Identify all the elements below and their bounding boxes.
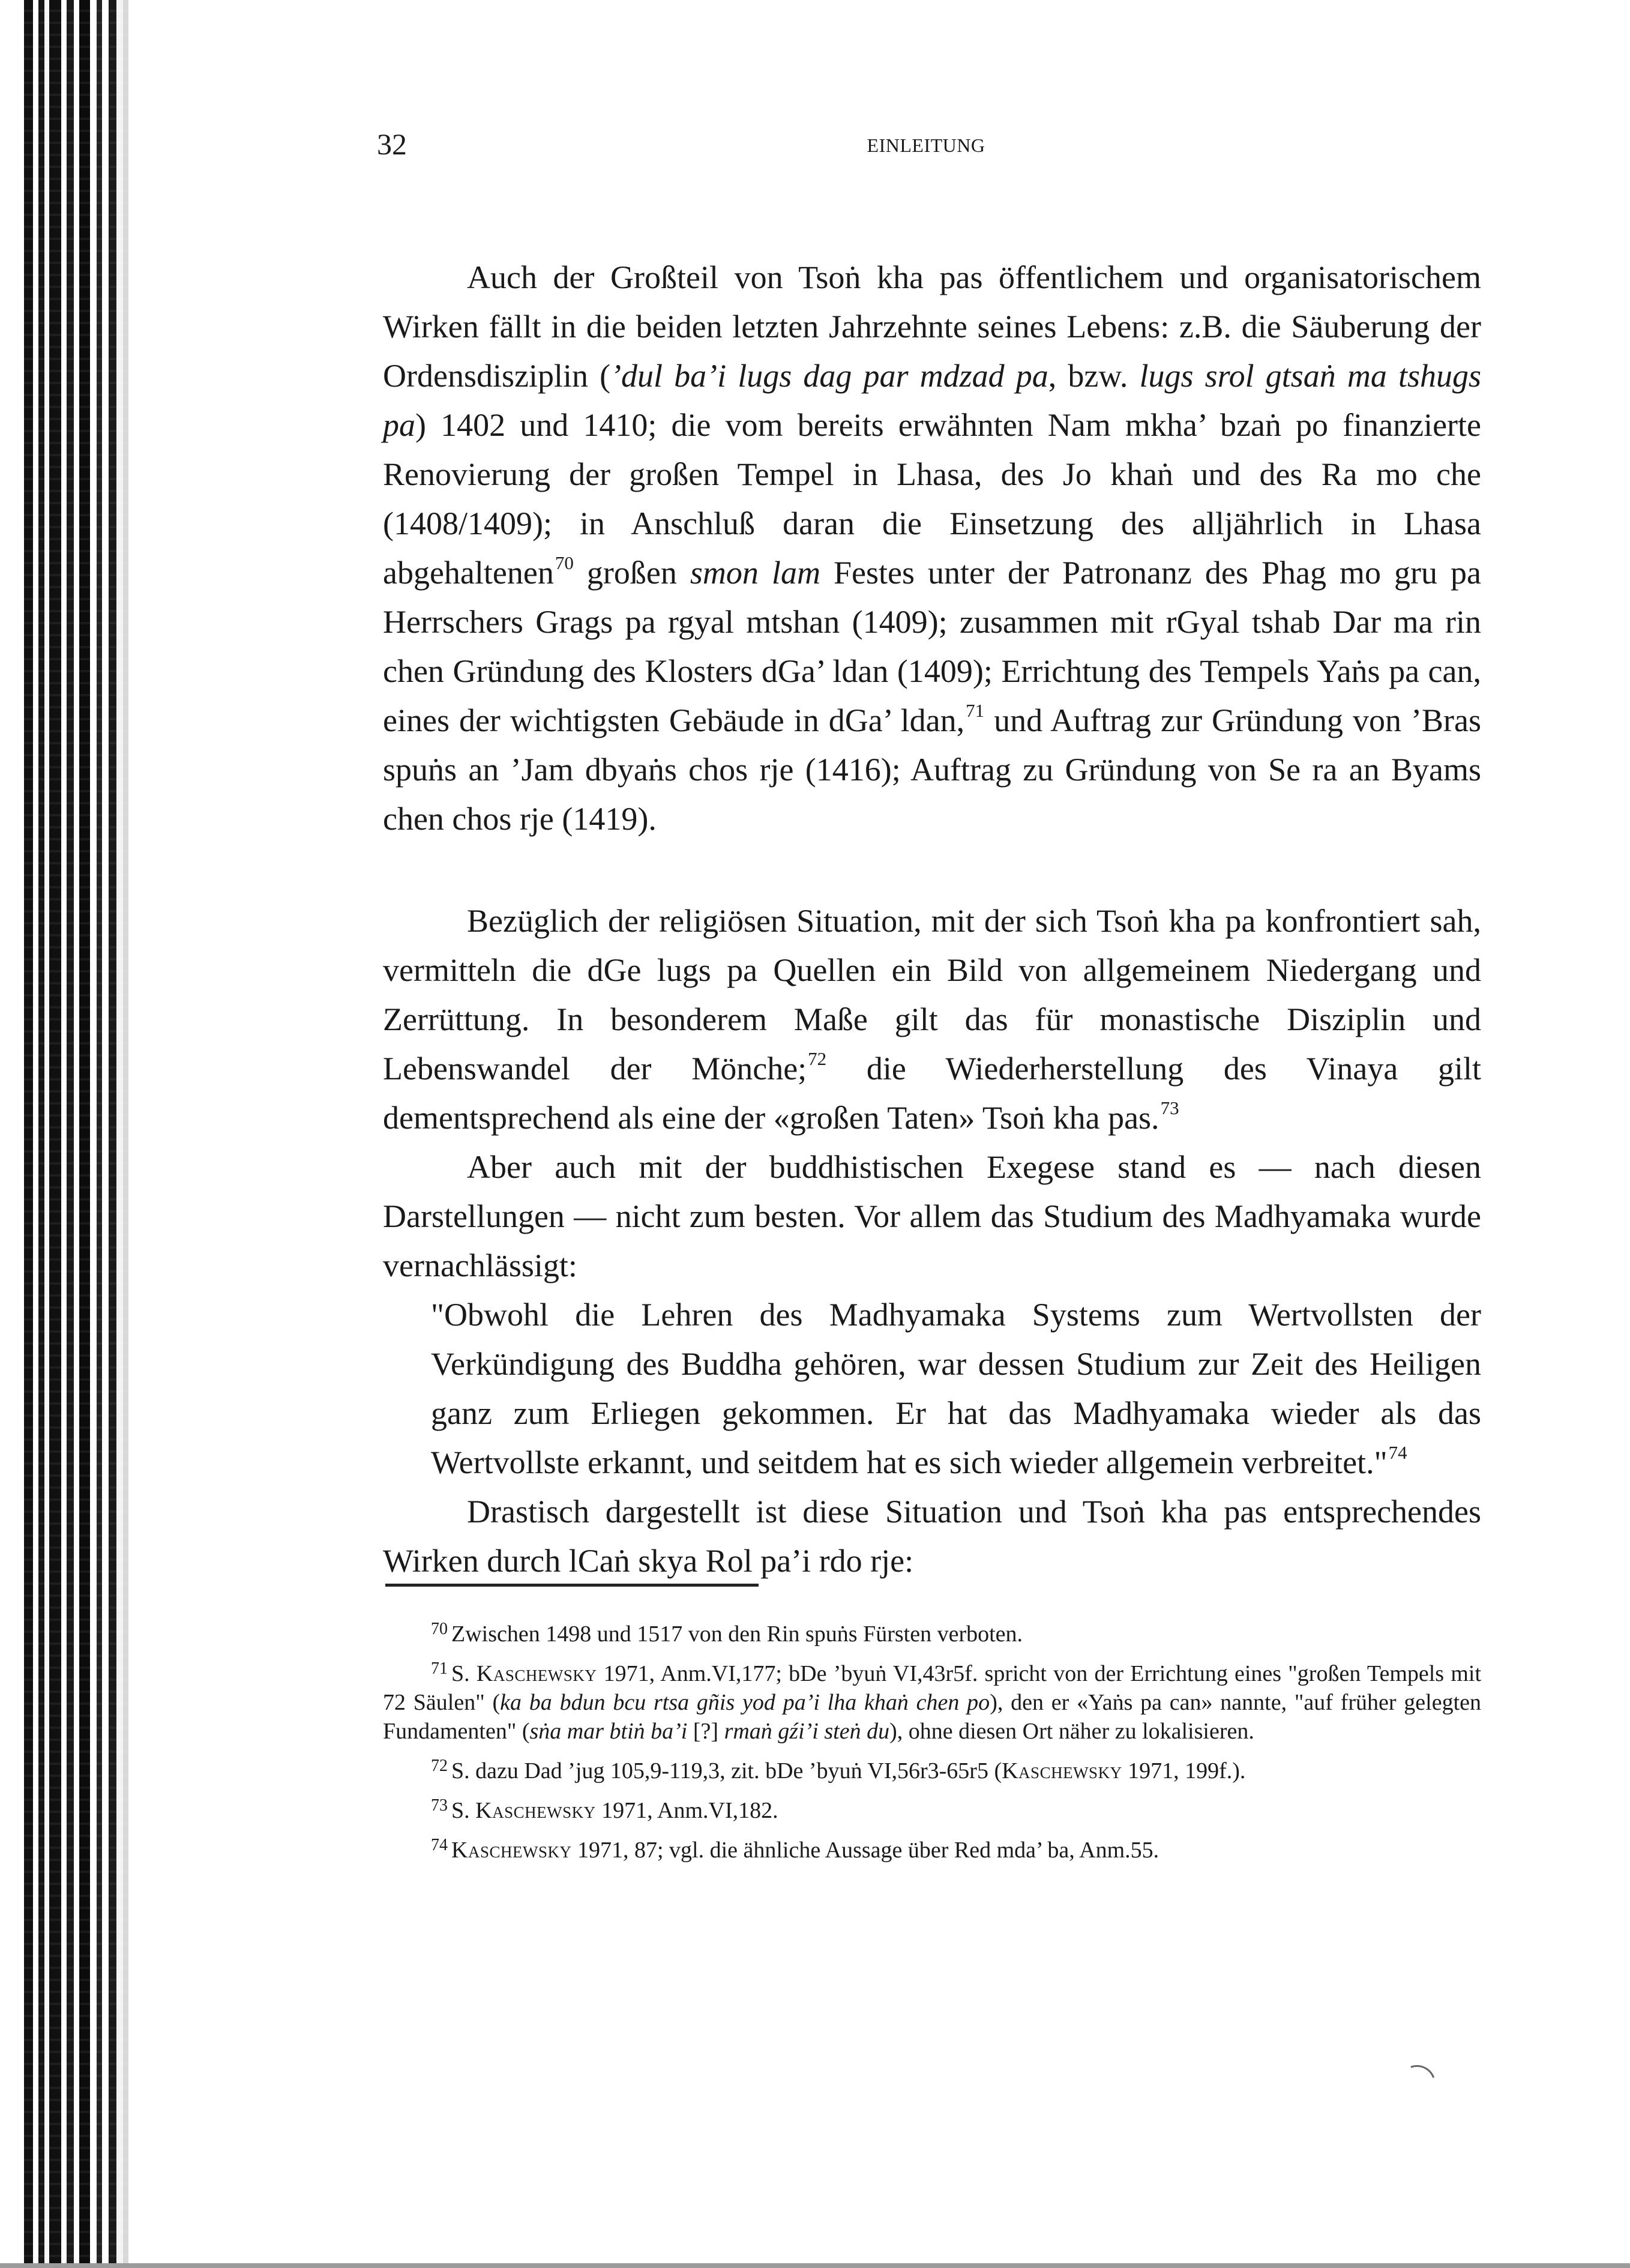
footnote-74: $^{74}$ Kaschewsky 1971, 87; vgl. die ähnliche Aussage über Red mda’ ba, Anm.55. [431,1836,1159,1863]
scan-bottom-edge [0,2263,1630,2268]
page-header [377,126,1475,162]
running-head: EINLEITUNG [867,134,985,156]
block-quote: "Obwohl die Lehren des Madhyamaka Systems zum Wertvollsten der Verkündigung des Buddha gehören, war dessen Studium zur Zeit des Heiligen ganz zum Erliegen gekommen. Er hat das Madhyamaka wieder als das Wertvollste erkannt, und seitdem hat es sich wieder allgemein verbreitet."$^{74}$ [431,1297,1481,1480]
book-spine-edge [0,0,135,2268]
footnote-71: $^{71}$ S. Kaschewsky 1971, Anm.VI,177; bDe ’byuṅ VI,43r5f. spricht von der Errichtung eines "großen Tempels mit 72 Säulen" (ka ba bdun bcu rtsa gñis yod pa’i lha khaṅ chen po), den er «Yaṅs pa can» nannte, "auf früher gelegten Fundamenten" (sṅa mar btiṅ ba’i [?] rmaṅ gźi’i steṅ du), ohne diesen Ort näher zu lokalisieren. [383,1659,1481,1744]
footnote-72: $^{72}$ S. dazu Dad ’jug 105,9-119,3, zit. bDe ’byuṅ VI,56r3-65r5 (Kaschewsky 1971, 199f.). [431,1757,1246,1784]
page-number: 32 [377,127,407,161]
paragraph-2: Bezüglich der religiösen Situation, mit der sich Tsoṅ kha pa konfrontiert sah, vermitteln die dGe lugs pa Quellen ein Bild von allgemeinem Niedergang und Zerrüttung. In besonderem Maße gilt das für monastische Disziplin und Lebenswandel der Mönche;$^{72}$ die Wiederherstellung des Vinaya gilt dementsprechend als eine der «großen Taten» Tsoṅ kha pas.$^{73}$ [383,903,1482,1136]
main-text [383,253,1481,1585]
paragraph-3: Aber auch mit der buddhistischen Exegese stand es — nach diesen Darstellungen — nicht zum besten. Vor allem das Studium des Madhyamaka wurde vernachlässigt: [383,1149,1481,1283]
paragraph-1: Auch der Großteil von Tsoṅ kha pas öffentlichem und organisatorischem Wirken fällt in die beiden letzten Jahrzehnte seines Lebens: z.B. die Säuberung der Ordensdisziplin (’dul ba’i lugs dag par mdzad pa, bzw. lugs srol gtsaṅ ma tshugs pa) 1402 und 1410; die vom bereits erwähnten Nam mkha’ bzaṅ po finanzierte Renovierung der großen Tempel in Lhasa, des Jo khaṅ und des Ra mo che (1408/1409); in Anschluß daran die Einsetzung des alljährlich in Lhasa abgehaltenen$^{70}$ großen smon lam Festes unter der Patronanz des Phag mo gru pa Herrschers Grags pa rgyal mtshan (1409); zusammen mit rGyal tshab Dar ma rin chen Gründung des Klosters dGa’ ldan (1409); Errichtung des Tempels Yaṅs pa can, eines der wichtigsten Gebäude in dGa’ ldan,$^{71}$ und Auftrag zur Gründung von ’Bras spuṅs an ’Jam dbyaṅs chos rje (1416); Auftrag zu Gründung von Se ra an Byams chen chos rje (1419). [383,259,1482,837]
paragraph-4: Drastisch dargestellt ist diese Situation und Tsoṅ kha pas entsprechendes Wirken durch lCaṅ skya Rol pa’i rdo rje: [383,1494,1481,1579]
scan-corner-mark [1392,2059,1442,2108]
footnote-73: $^{73}$ S. Kaschewsky 1971, Anm.VI,182. [431,1796,778,1823]
footnote-ref-70[interactable]: 70 [555,552,574,573]
footnote-ref-72[interactable]: 72 [808,1048,827,1069]
footnote-ref-74[interactable]: 74 [1388,1442,1407,1463]
footnote-ref-71[interactable]: 71 [966,700,985,721]
footnote-separator [385,1584,759,1587]
footnotes [383,1620,1481,1875]
footnote-70: $^{70}$ Zwischen 1498 und 1517 von den Rin spuṅs Fürsten verboten. [431,1620,1023,1647]
footnote-ref-73[interactable]: 73 [1160,1097,1179,1118]
